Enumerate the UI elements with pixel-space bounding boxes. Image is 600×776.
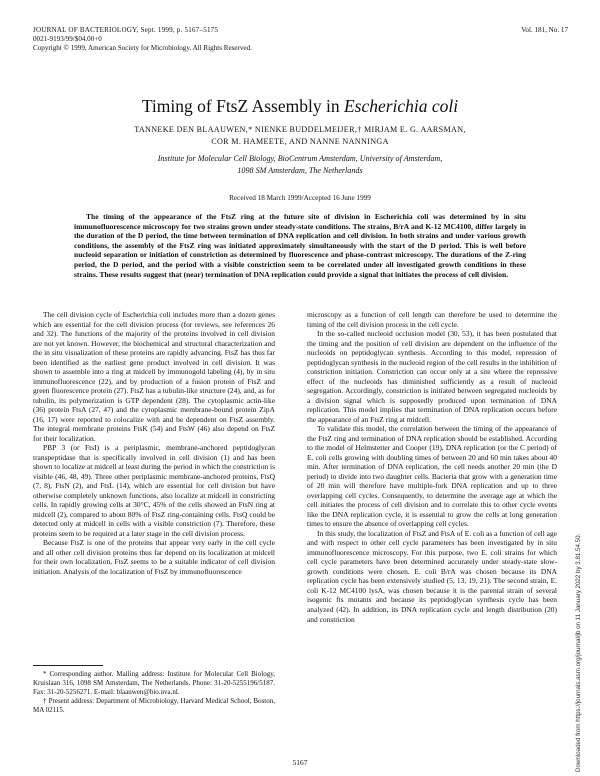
article-title [0,96,600,117]
body-column-left [33,310,275,576]
received-accepted-dates: Received 18 March 1999/Accepted 16 June 1999 [229,194,371,202]
paragraph: microscopy as a function of cell length can therefore be used to determine the timing of the cell division process in the cell cycle. [307,310,557,329]
copyright-line: Copyright © 1999, American Society for Microbiology. All Rights Reserved. [33,44,252,53]
page-number: 5167 [292,758,308,767]
paragraph: The cell division cycle of Escherichia coli includes more than a dozen genes which are essential for the cell division process (for reviews, see references 26 and 32). The functions of the majority of the proteins involved in cell division are not yet known. However, the biochemical and structural characterization and the in situ visualization of these proteins are rapidly advancing. FtsZ has thus far been identified as the earliest gene product involved in cell division. It was shown to assemble into a ring at midcell by immunogold labeling (4), by in situ immunofluorescence (22), and by production of a fusion protein of FtsZ and green fluorescence protein (27). FtsZ has a tubulin-like structure (24), and, as for tubulin, its polymerization is GTP dependent (28). The cytoplasmic actin-like (36) protein FtsA (27, 47) and the cytoplasmic membrane-bound protein ZipA (16, 17) were reported to colocalize with and be dependent on FtsZ assembly. The integral membrane proteins FtsK (54) and FtsW (46) also depend on FtsZ for their localization. [33,310,275,443]
author-line-2: COR M. HAMEETE, AND NANNE NANNINGA [211,136,389,146]
footnote-divider [33,665,103,666]
affiliation-line-2: 1098 SM Amsterdam, The Netherlands [237,165,363,175]
title-organism: Escherichia coli [343,96,459,116]
volume-number: Vol. 181, No. 17 [521,26,568,34]
running-header [33,26,568,54]
paragraph: To validate this model, the correlation between the timing of the appearance of the FtsZ ring and termination of DNA replication should be established. According to the model of Helmstetter and Cooper (19), DNA replication (or the C period) of E. coli cells growing with doubling times of between 20 and 60 min takes about 40 min. After termination of DNA replication, the cell needs another 20 min (the D period) to divide into two daughter cells. Bacteria that grow with a generation time of 20 min will therefore have multiple-fork DNA replication and up to three overlapping cell cycles. Consequently, to determine the average age at which the cell initiates the process of cell division and to correlate this to other cycle events like the DNA replication cycle, it is essential to grow the cells at long generation times to ensure the absence of overlapping cell cycles. [307,424,557,529]
download-watermark: Downloaded from https://journals.asm.org/journal/jb on 11 January 2022 by 3.81.54.50. [575,533,582,772]
body-column-right [307,310,557,624]
issn-line: 0021-9193/99/$04.00+0 [33,35,102,44]
author-line-1: TANNEKE DEN BLAAUWEN,* NIENKE BUDDELMEIJER,† MIRJAM E. G. AARSMAN, [134,125,466,134]
paragraph: PBP 3 (or FtsI) is a periplasmic, membrane-anchored peptidoglycan transpeptidase that is specifically involved in cell division (1) and has been shown to localize at midcell at least during the period in which the constriction is visible (46, 48, 49). Three other periplasmic membrane-anchored proteins, FtsQ (7, 8), FtsN (2), and FtsL (14), which are essential for cell division but have otherwise completely unknown functions, also localize at midcell in constricting cells. In rapidly growing cells at 30°C, 45% of the cells showed an FtsN ring at midcell (2), compared to about 80% of FtsZ ring-containing cells. FtsQ could be detected only at midcell in cells with a visible constriction (7). Therefore, these proteins seem to be required at a later stage in the cell division process. [33,443,275,538]
footnote-corresponding-author: * Corresponding author. Mailing address: Institute for Molecular Cell Biology, Kruislaan 316, 1098 SM Amsterdam, The Netherlands. Phone: 31-20-5255196/5187. Fax: 31-20-5256271. E-mail: blaauwen@bio.uva.nl. [33,670,275,696]
paragraph: In this study, the localization of FtsZ and FtsA of E. coli as a function of cell age and with respect to other cell cycle parameters has been investigated by in situ immunofluorescence microscopy. For this purpose, two E. coli strains for which cell cycle parameters have been determined accurately under steady-state slow-growth conditions were chosen. E. coli B/rA was chosen because its DNA replication cycle has been extensively studied (5, 13, 19, 21). The second strain, E. coli K-12 MC4100 lysA, was chosen because it is the parental strain of several isogenic fts mutants and because its peptidoglycan synthesis cycle has been analyzed (42). In addition, its DNA replication cycle and length distribution (20) and constriction [307,528,557,624]
affiliation [0,153,600,176]
footnotes [33,670,275,715]
abstract: The timing of the appearance of the FtsZ ring at the future site of division in Escherichia coli was determined by in situ immunofluorescence microscopy for two strains grown under steady-state conditions. The strains, B/rA and K-12 MC4100, differ largely in the duration of the D period, the time between termination of DNA replication and cell division. In both strains and under various growth conditions, the assembly of the FtsZ ring was initiated approximately simultaneously with the start of the D period. This is well before nucleoid separation or initiation of constriction as determined by fluorescence and phase-contrast microscopy. The durations of the Z-ring period, the D period, and the period with a visible constriction seem to be correlated under all investigated growth conditions in these strains. These results suggest that (near) termination of DNA replication could provide a signal that initiates the process of cell division. [74,212,526,279]
paragraph: Because FtsZ is one of the proteins that appear very early in the cell cycle and all other cell division proteins thus far depend on its localization at midcell for their own localization, FtsZ seems to be a suitable indicator of cell division initiation. Analysis of the localization of FtsZ by immunofluorescence [33,538,275,576]
footnote-present-address: † Present address: Department of Microbiology, Harvard Medical School, Boston, MA 02115. [33,697,275,714]
title-text: Timing of FtsZ Assembly in [141,96,344,116]
paragraph: In the so-called nucleoid occlusion model (30, 53), it has been postulated that the timing and the position of cell division are dependent on the influence of the nucleoids on peptidoglycan synthesis. According to this model, repression of peptidoglycan synthesis in the nucleoid region of the cell results in the inhibition of constriction initiation. Constriction can occur only at a site where the repressive effect of the nucleoids has diminished sufficiently as a result of nucleoid segregation. Accordingly, constriction is initiated between segregated nucleoids by a division signal which is supposedly produced upon termination of DNA replication. This model implies that termination of DNA replication occurs before the appearance of an FtsZ ring at midcell. [307,329,557,424]
affiliation-line-1: Institute for Molecular Cell Biology, BioCentrum Amsterdam, University of Amsterdam, [157,154,443,163]
journal-citation: JOURNAL OF BACTERIOLOGY, Sept. 1999, p. 5167–5175 [33,26,219,34]
author-list [0,124,600,147]
